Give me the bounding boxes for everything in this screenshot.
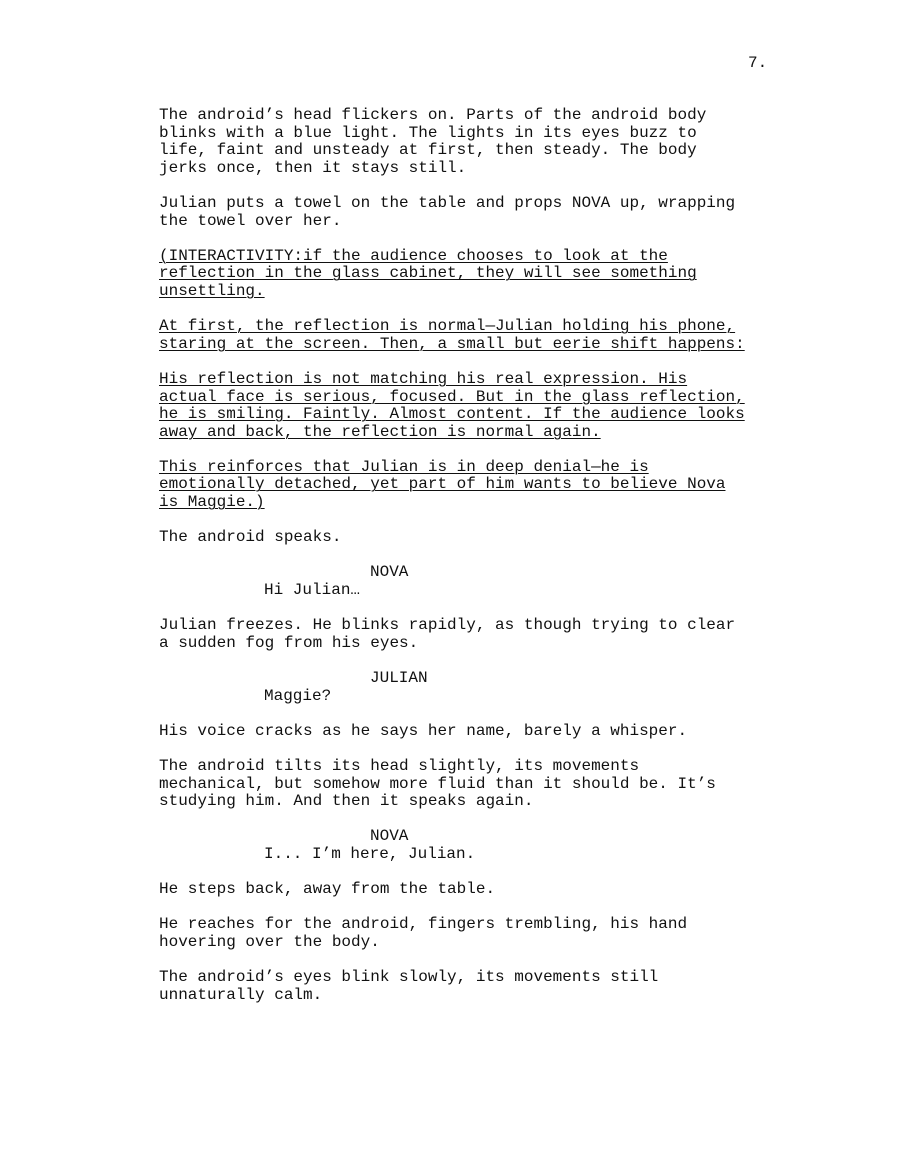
interactivity-note [159, 318, 809, 353]
character-name: JULIAN [370, 669, 428, 687]
character-name: NOVA [370, 827, 409, 846]
action-line: life, faint and unsteady at first, then steady. The body [159, 141, 697, 160]
action-paragraph: The android speaks. [159, 528, 342, 547]
action-paragraph [159, 758, 809, 811]
dialogue-line: Hi Julian… [264, 581, 361, 600]
action-line: mechanical, but somehow more fluid than it should be. It’s [159, 774, 716, 793]
note-line: actual face is serious, focused. But in the glass reflection, [159, 387, 745, 406]
action-line: hovering over the body. [159, 932, 380, 951]
action-line: The android’s head flickers on. Parts of the android body [159, 106, 707, 124]
action-paragraph [159, 617, 809, 652]
action-paragraph [159, 195, 809, 230]
note-line: At first, the reflection is normal—Julian holding his phone, [159, 317, 736, 336]
note-line: he is smiling. Faintly. Almost content. If the audience looks [159, 405, 745, 424]
note-line: reflection in the glass cabinet, they will see something [159, 264, 697, 283]
interactivity-note [159, 371, 809, 441]
action-paragraph [159, 107, 809, 177]
note-line: His reflection is not matching his real expression. His [159, 369, 688, 388]
action-line: the towel over her. [159, 211, 342, 230]
action-line: a sudden fog from his eyes. [159, 633, 419, 652]
interactivity-note [159, 248, 809, 301]
action-paragraph [159, 969, 809, 1004]
note-line: This reinforces that Julian is in deep denial—he is [159, 457, 649, 476]
action-line: unnaturally calm. [159, 985, 323, 1004]
dialogue-line: Maggie? [264, 686, 332, 705]
dialogue-line: I... I’m here, Julian. [264, 844, 476, 863]
action-paragraph: He steps back, away from the table. [159, 880, 496, 899]
action-line: The android’s eyes blink slowly, its movements still [159, 968, 659, 987]
action-line: jerks once, then it stays still. [159, 158, 467, 177]
action-line: He reaches for the android, fingers trembling, his hand [159, 915, 688, 934]
script-body [159, 107, 809, 1022]
note-line: is Maggie.) [159, 493, 265, 512]
dialogue-block [159, 670, 809, 705]
action-paragraph [159, 916, 809, 951]
page-number: 7. [748, 54, 768, 72]
action-paragraph: His voice cracks as he says her name, barely a whisper. [159, 721, 688, 740]
note-line: staring at the screen. Then, a small but eerie shift happens: [159, 334, 745, 353]
dialogue-block [159, 828, 809, 863]
action-line: The android tilts its head slightly, its movements [159, 756, 640, 775]
note-line: away and back, the reflection is normal again. [159, 422, 601, 441]
note-line: (INTERACTIVITY:if the audience chooses to look at the [159, 246, 668, 265]
dialogue-block [159, 564, 809, 599]
character-name: NOVA [370, 563, 409, 582]
action-line: blinks with a blue light. The lights in its eyes buzz to [159, 123, 697, 142]
interactivity-note [159, 459, 809, 512]
note-line: unsettling. [159, 281, 265, 300]
action-line: studying him. And then it speaks again. [159, 792, 534, 811]
action-line: Julian puts a towel on the table and props NOVA up, wrapping [159, 193, 736, 212]
action-line: Julian freezes. He blinks rapidly, as though trying to clear [159, 616, 736, 635]
note-line: emotionally detached, yet part of him wants to believe Nova [159, 475, 726, 494]
